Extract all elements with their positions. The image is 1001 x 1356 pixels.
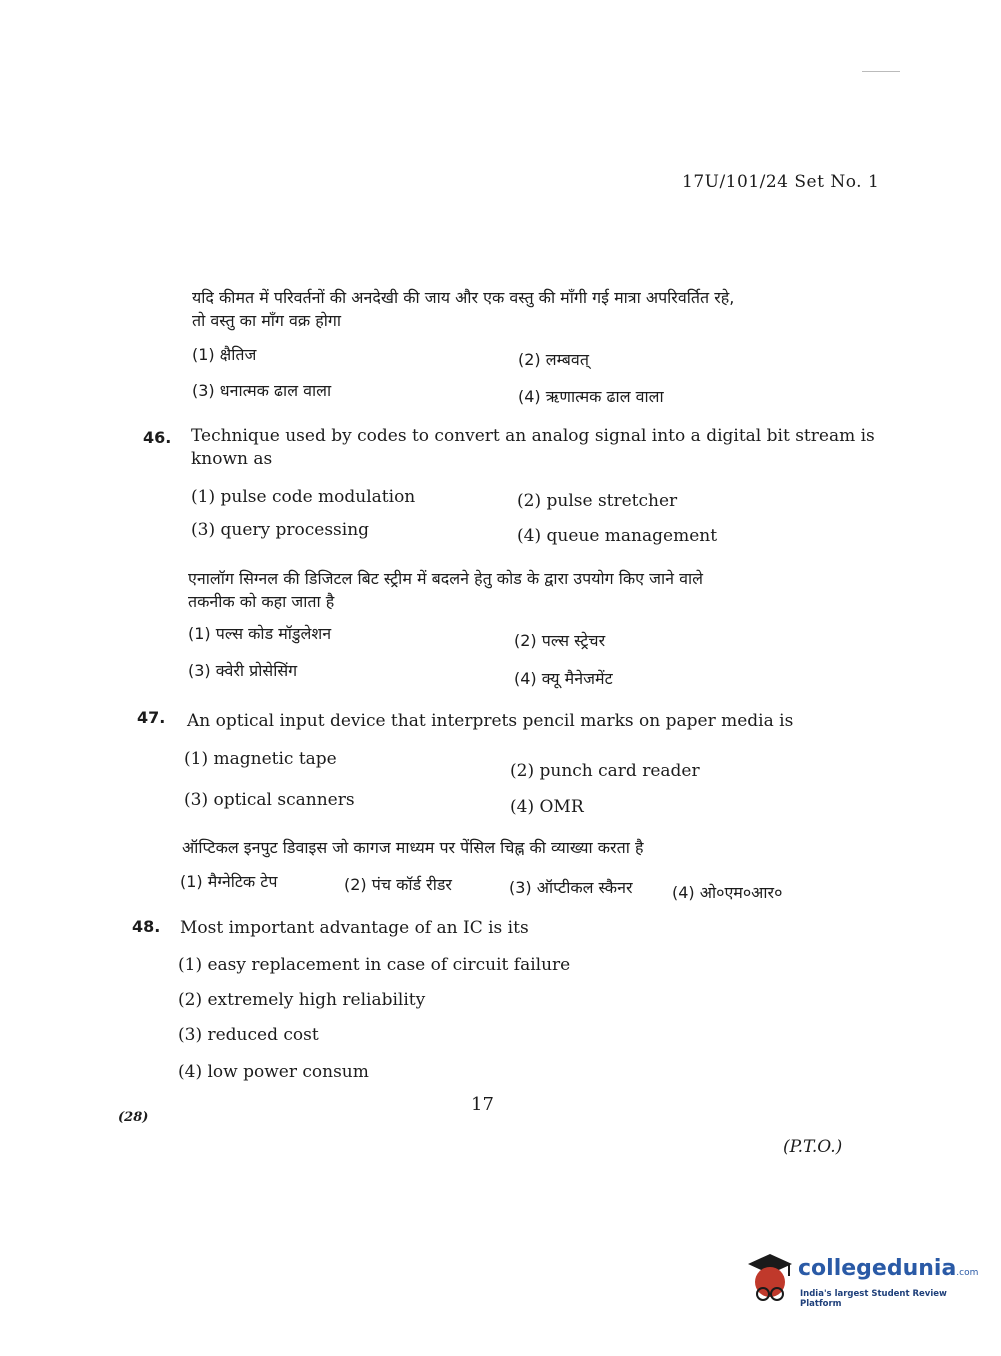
set-number-header: 17U/101/24 Set No. 1 [682, 172, 880, 192]
q47-option-1: (1) magnetic tape [184, 749, 337, 769]
q47-hindi-option-3: (3) ऑप्टीकल स्कैनर [509, 878, 633, 897]
q45-hindi-line-1: यदि कीमत में परिवर्तनों की अनदेखी की जाय और एक वस्तु की माँगी गई मात्रा अपरिवर्तित रहे, [192, 288, 735, 307]
q47-hindi-option-1: (1) मैग्नेटिक टेप [180, 872, 278, 891]
pto-label: (P.T.O.) [783, 1137, 843, 1157]
q46-question-line-2: known as [191, 449, 273, 469]
q48-number: 48. [132, 917, 161, 936]
brand-text: collegedunia [798, 1256, 957, 1281]
top-rule [862, 71, 900, 72]
q46-hindi-line-2: तकनीक को कहा जाता है [188, 592, 335, 611]
q45-hindi-option-1: (1) क्षैतिज [192, 345, 257, 364]
q47-hindi-line-1: ऑप्टिकल इनपुट डिवाइस जो कागज माध्यम पर पेंसिल चिह्न की व्याख्या करता है [182, 838, 644, 857]
q45-hindi-option-4: (4) ऋणात्मक ढाल वाला [518, 387, 664, 406]
q48-option-1: (1) easy replacement in case of circuit failure [178, 955, 571, 975]
q46-option-4: (4) queue management [517, 526, 718, 546]
q46-hindi-option-2: (2) पल्स स्ट्रेचर [514, 631, 606, 650]
q48-question-line-1: Most important advantage of an IC is its [180, 918, 529, 938]
booklet-code: (28) [118, 1110, 149, 1125]
q47-option-2: (2) punch card reader [510, 761, 700, 781]
q46-hindi-option-3: (3) क्वेरी प्रोसेसिंग [188, 661, 298, 680]
q47-option-3: (3) optical scanners [184, 790, 355, 810]
brand-suffix: .com [956, 1268, 979, 1278]
mascot-icon [742, 1248, 798, 1312]
q46-hindi-option-4: (4) क्यू मैनेजमेंट [514, 669, 613, 688]
page-number: 17 [471, 1094, 494, 1115]
q45-hindi-option-2: (2) लम्बवत् [518, 350, 589, 369]
q46-option-3: (3) query processing [191, 520, 370, 540]
q46-number: 46. [143, 428, 172, 447]
q46-hindi-line-1: एनालॉग सिग्नल की डिजिटल बिट स्ट्रीम में बदलने हेतु कोड के द्वारा उपयोग किए जाने वाले [188, 569, 703, 588]
q46-question-line-1: Technique used by codes to convert an analog signal into a digital bit stream is [191, 426, 875, 446]
collegedunia-watermark [742, 1248, 979, 1312]
q48-option-3: (3) reduced cost [178, 1025, 319, 1045]
brand-name [798, 1256, 978, 1281]
brand-tagline: India's largest Student Review Platform [800, 1289, 947, 1309]
q46-hindi-option-1: (1) पल्स कोड मॉडुलेशन [188, 624, 332, 643]
q47-option-4: (4) OMR [510, 797, 584, 817]
q45-hindi-option-3: (3) धनात्मक ढाल वाला [192, 381, 332, 400]
q45-hindi-line-2: तो वस्तु का माँग वक्र होगा [192, 311, 342, 330]
q47-question-line-1: An optical input device that interprets pencil marks on paper media is [187, 711, 794, 731]
q47-hindi-option-4: (4) ओ०एम०आर० [672, 883, 783, 902]
q47-hindi-option-2: (2) पंच कॉर्ड रीडर [344, 875, 452, 894]
q48-option-4: (4) low power consum [178, 1062, 369, 1082]
q46-option-1: (1) pulse code modulation [191, 487, 416, 507]
q47-number: 47. [137, 708, 166, 727]
q46-option-2: (2) pulse stretcher [517, 491, 678, 511]
q48-option-2: (2) extremely high reliability [178, 990, 426, 1010]
